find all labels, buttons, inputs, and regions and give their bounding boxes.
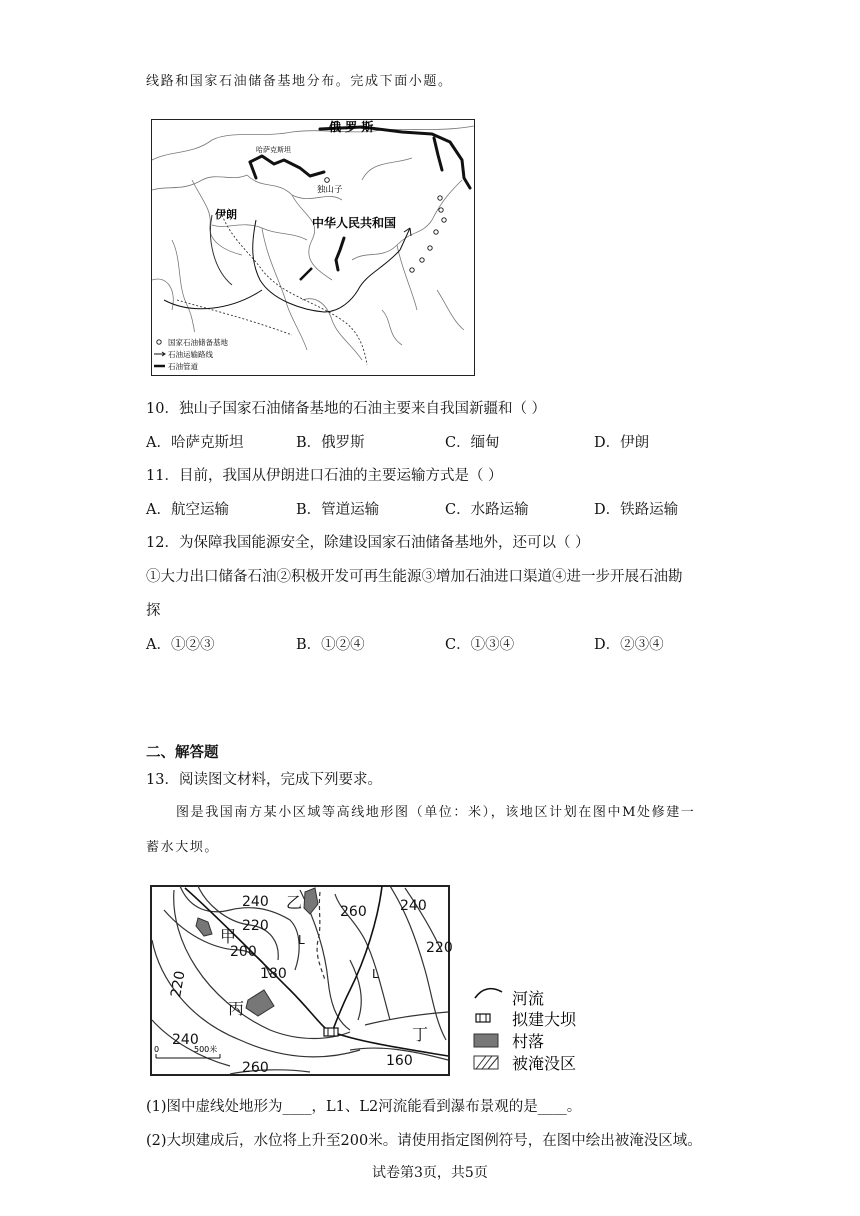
contour-label: 200 xyxy=(230,944,257,960)
contour-label: 160 xyxy=(386,1053,413,1069)
scale-zero: 0 xyxy=(154,1045,160,1054)
q13-stem: 13．阅读图文材料，完成下列要求。 xyxy=(146,772,382,788)
place-ding: 丁 xyxy=(412,1025,429,1044)
q12-statements-line2: 探 xyxy=(146,603,161,619)
place-bing: 丙 xyxy=(228,999,245,1018)
contour-map-drawing xyxy=(150,880,620,1080)
oil-route-map xyxy=(151,119,475,376)
label-russia: 俄 罗 斯 xyxy=(329,120,374,134)
legend-dam-label: 拟建大坝 xyxy=(512,1010,577,1029)
contour-label: 180 xyxy=(260,966,287,982)
contour-label: 220 xyxy=(168,969,189,999)
label-china: 中华人民共和国 xyxy=(312,216,397,230)
q12-stem: 12．为保障我国能源安全，除建设国家石油储备基地外，还可以（ ） xyxy=(146,535,590,551)
q12-option-b[interactable]: B．①②④ xyxy=(296,637,365,653)
label-iran: 伊朗 xyxy=(215,208,237,221)
q13-material-line1: 图是我国南方某小区域等高线地形图（单位：米），该地区计划在图中M处修建一 xyxy=(176,805,696,820)
contour-label: 240 xyxy=(172,1032,199,1048)
legend-pipeline-label: 石油管道 xyxy=(168,362,198,371)
river-label-l2: L xyxy=(372,967,379,981)
q10-stem: 10．独山子国家石油储备基地的石油主要来自我国新疆和（ ） xyxy=(146,401,547,417)
contour-map xyxy=(150,880,620,1080)
legend-flooded-symbol xyxy=(474,1056,498,1069)
section-heading: 二、解答题 xyxy=(146,744,219,761)
label-dushanzi: 独山子 xyxy=(317,185,343,195)
q12-option-d[interactable]: D．②③④ xyxy=(594,637,664,653)
q13-material-line2: 蓄水大坝。 xyxy=(146,840,220,855)
q10-option-d[interactable]: D．伊朗 xyxy=(594,435,650,451)
contour-label: 220 xyxy=(426,940,453,956)
intro-text: 线路和国家石油储备基地分布。完成下面小题。 xyxy=(146,74,453,89)
contour-label: 240 xyxy=(400,898,427,914)
q10-option-c[interactable]: C．缅甸 xyxy=(445,435,500,451)
q11-option-a[interactable]: A．航空运输 xyxy=(146,502,229,518)
q13-sub2: (2)大坝建成后，水位将上升至200米。请使用指定图例符号，在图中绘出被淹没区域。 xyxy=(146,1133,702,1149)
q12-option-c[interactable]: C．①③④ xyxy=(445,637,515,653)
scale-length: 500米 xyxy=(194,1045,218,1054)
q12-option-a[interactable]: A．①②③ xyxy=(146,637,215,653)
legend-village-label: 村落 xyxy=(512,1032,545,1051)
label-kazakhstan: 哈萨克斯坦 xyxy=(256,146,291,154)
q12-statements-line1: ①大力出口储备石油②积极开发可再生能源③增加石油进口渠道④进一步开展石油勘 xyxy=(146,569,683,585)
legend-river-label: 河流 xyxy=(512,989,545,1008)
legend-base-label: 国家石油储备基地 xyxy=(168,338,228,347)
river-label-l1: L xyxy=(298,933,305,947)
q11-stem: 11．目前，我国从伊朗进口石油的主要运输方式是（ ） xyxy=(146,468,503,484)
q11-option-d[interactable]: D．铁路运输 xyxy=(594,502,679,518)
q13-sub1: (1)图中虚线处地形为____，L1、L2河流能看到瀑布景观的是____。 xyxy=(146,1099,582,1115)
legend-river-symbol xyxy=(475,989,502,998)
legend-flooded-label: 被淹没区 xyxy=(512,1054,577,1073)
place-jia: 甲 xyxy=(220,927,237,946)
contour-label: 220 xyxy=(242,918,269,934)
oil-route-map-drawing xyxy=(152,120,474,375)
contour-label: 260 xyxy=(340,904,367,920)
q10-option-a[interactable]: A．哈萨克斯坦 xyxy=(146,435,244,451)
contour-legend xyxy=(474,989,577,1073)
place-yi: 乙 xyxy=(286,893,303,912)
q11-option-c[interactable]: C．水路运输 xyxy=(445,502,529,518)
legend-village-symbol xyxy=(474,1034,498,1047)
legend-dam-symbol xyxy=(476,1014,490,1022)
page-footer: 试卷第3页，共5页 xyxy=(372,1165,488,1181)
legend-base-symbol xyxy=(157,340,161,344)
contour-label: 260 xyxy=(242,1060,269,1076)
q11-option-b[interactable]: B．管道运输 xyxy=(296,502,380,518)
legend-route-label: 石油运输路线 xyxy=(168,350,213,359)
q10-option-b[interactable]: B．俄罗斯 xyxy=(296,435,365,451)
contour-label: 240 xyxy=(242,894,269,910)
